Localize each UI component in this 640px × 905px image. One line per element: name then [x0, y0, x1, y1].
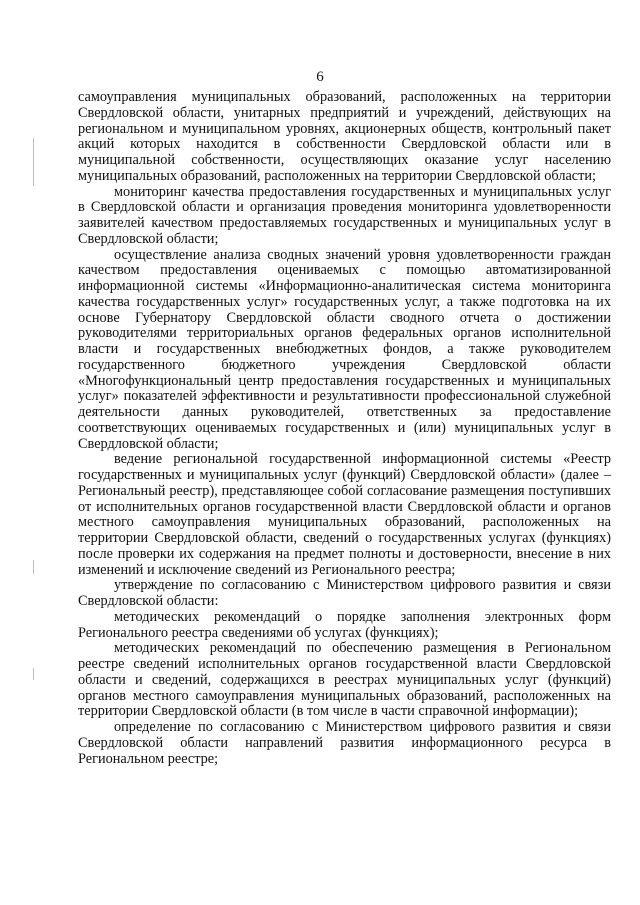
paragraph-approval: утверждение по согласованию с Министерством цифрового развития и связи Свердловской области:: [78, 577, 611, 609]
paragraph-registry: ведение региональной государственной информационной системы «Реестр государственных и муниципальных услуг (функций) Свердловской области» (далее – Региональный реестр), представляющее собой согласование размещения поступивших от исполнительных органов государственной власти Свердловской области и органов местного самоуправления муниципальных образований, расположенных на территории Свердловской области, сведений о государственных услугах (функциях) после проверки их содержания на предмет полноты и достоверности, внесение в них изменений и исключение сведений из Регионального реестра;: [78, 451, 611, 578]
page-number: 6: [316, 69, 324, 85]
paragraph-analysis: осуществление анализа сводных значений уровня удовлетворенности граждан качеством предоставления оцениваемых с помощью автоматизированной информационной системы «Информационно-аналитическая система мониторинга качества государственных услуг» государственных услуг, а также подготовка на их основе Губернатору Свердловской области сводного отчета о достижении руководителями территориальных органов федеральных органов исполнительной власти и государственных внебюджетных фондов, а также руководителем государственного бюджетного учреждения Свердловской области «Многофункциональный центр предоставления государственных и муниципальных услуг» показателей эффективности и результативности профессиональной служебной деятельности данных руководителей, ответственных за предоставление соответствующих оцениваемых государственных и (или) муниципальных услуг в Свердловской области;: [78, 246, 611, 452]
paragraph-development-directions: определение по согласованию с Министерством цифрового развития и связи Свердловской области направлений развития информационного ресурса в Региональном реестре;: [78, 719, 611, 767]
margin-line-mark: [33, 560, 34, 574]
paragraph-form-recommendations: методических рекомендаций о порядке заполнения электронных форм Регионального реестра сведениями об услугах (функциях);: [78, 608, 611, 641]
paragraph-monitoring: мониторинг качества предоставления государственных и муниципальных услуг в Свердловской области и организация проведения мониторинга удовлетворенности заявителей качеством предоставляемых государственных и муниципальных услуг в Свердловской области;: [78, 183, 611, 247]
paragraph-placement-recommendations: методических рекомендаций по обеспечению размещения в Региональном реестре сведений исполнительных органов государственной власти Свердловской области и сведений, содержащихся в реестрах муниципальных услуг (функций) органов местного самоуправления муниципальных образований, расположенных на территории Свердловской области (в том числе в части справочной информации);: [78, 640, 611, 720]
margin-line-mark: [33, 668, 34, 680]
document-body: [78, 90, 611, 767]
paragraph-continuation: самоуправления муниципальных образований, расположенных на территории Свердловской области, унитарных предприятий и учреждений, действующих на региональном и муниципальном уровнях, акционерных обществ, контрольный пакет акций которых находится в собственности Свердловской области или в муниципальной собственности, осуществляющих оказание услуг населению муниципальных образований, расположенных на территории Свердловской области;: [78, 89, 611, 184]
margin-line-mark: [33, 138, 34, 186]
